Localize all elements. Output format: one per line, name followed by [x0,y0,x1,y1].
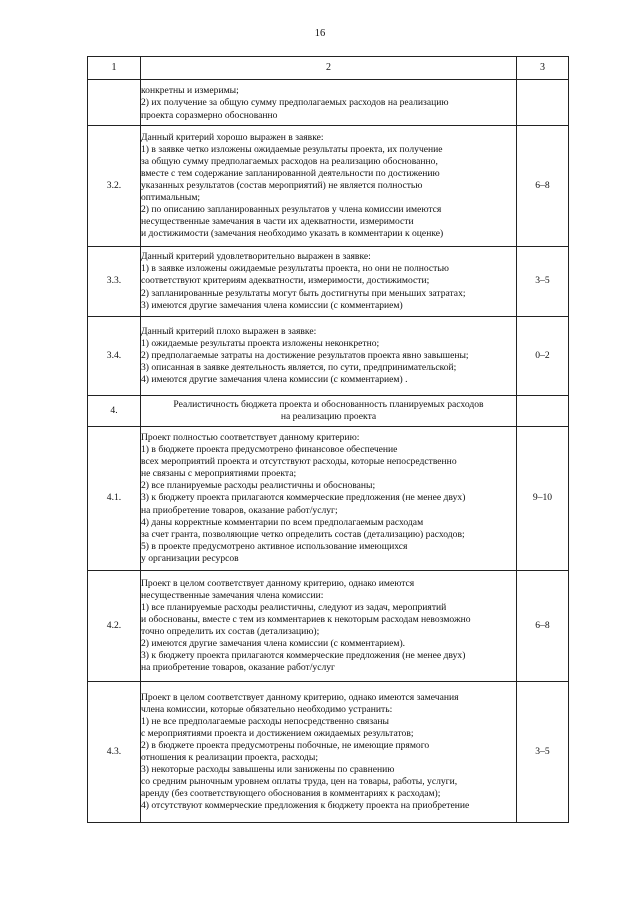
text-line: вместе с тем содержание запланированной деятельности по достижению [141,167,440,179]
score-range [517,396,569,427]
text-line: 3) описанная в заявке деятельность является, по сути, предпринимательской; [141,362,457,374]
text-line: отношения к реализации проекта, расходы; [141,752,318,763]
text-line: на приобретение товаров, оказание работ/услуг [141,662,335,674]
criterion-description [141,682,517,823]
table-header-row [88,57,569,80]
column-header: 2 [141,57,517,80]
criterion-number: 4.1. [88,427,141,571]
text-line: за общую сумму предполагаемых расходов на реализацию обоснованно, [141,155,438,167]
column-header: 1 [88,57,141,80]
criterion-description [141,80,517,126]
text-line: Проект в целом соответствует данному критерию, однако имеются замечания [141,691,459,703]
text-line: 1) в бюджете проекта предусмотрено финансовое обеспечение [141,444,398,456]
criterion-number: 3.3. [88,247,141,317]
text-line: точно определить их состав (детализацию); [141,626,320,637]
page-number: 16 [314,28,326,39]
text-line: на реализацию проекта [280,411,377,422]
score-range: 6–8 [517,571,569,682]
text-line: Проект полностью соответствует данному критерию: [141,431,360,443]
criterion-description [141,571,517,682]
text-line: у организации ресурсов [141,552,239,564]
text-line: 5) в проекте предусмотрено активное использование имеющихся [141,540,408,552]
text-line: и обоснованы, вместе с тем из комментариев к некоторым расходам невозможно [141,613,471,625]
text-line: Проект в целом соответствует данному критерию, однако имеются [141,577,415,589]
text-line: с мероприятиями проекта и достижением ожидаемых результатов; [141,727,414,739]
text-line: 3) некоторые расходы завышены или занижены по сравнению [141,764,395,776]
text-line: 1) не все предполагаемые расходы непосредственно связаны [141,715,389,727]
text-line: 3) к бюджету проекта прилагаются коммерческие предложения (не менее двух) [141,650,466,662]
text-line: 4) имеются другие замечания члена комиссии (с комментарием) . [141,374,408,386]
text-line: аренду (без соответствующего обоснования в комментариях к расходам); [141,788,441,800]
criterion-number: 4.3. [88,682,141,823]
text-line: 2) имеются другие замечания члена комиссии (с комментарием). [141,638,406,650]
text-line: 3) к бюджету проекта прилагаются коммерческие предложения (не менее двух) [141,492,466,504]
table-row [88,682,569,823]
text-line: 2) в бюджете проекта предусмотрены побочные, не имеющие прямого [141,739,430,751]
text-line: 1) ожидаемые результаты проекта изложены неконкретно; [141,337,380,349]
score-range: 6–8 [517,126,569,247]
text-line: Данный критерий удовлетворительно выражен в заявке: [141,251,371,263]
text-line: со средним рыночным уровнем оплаты труда, цен на товары, работы, услуги, [141,776,458,788]
text-line: указанных результатов (состав мероприятий) не является полностью [141,179,423,191]
text-line: оптимальным; [141,192,201,204]
criterion-number: 4. [88,396,141,427]
text-line: члена комиссии, которые обязательно необходимо устранить: [141,703,393,715]
table-row [88,317,569,396]
score-range: 3–5 [517,247,569,317]
text-line: конкретны и измеримы; [141,85,239,97]
text-line: проекта соразмерно обоснованно [141,109,278,121]
text-line: 4) даны корректные комментарии по всем предполагаемым расходам [141,516,424,528]
score-range [517,80,569,126]
score-range: 0–2 [517,317,569,396]
criterion-number: 3.2. [88,126,141,247]
text-line: несущественные замечания в части их адекватности, измеримости [141,216,414,228]
text-line: 1) в заявке изложены ожидаемые результаты проекта, но они не полностью [141,263,449,275]
text-line: всех мероприятий проекта и отсутствуют расходы, которые непосредственно [141,456,457,468]
text-line: 4) отсутствуют коммерческие предложения к бюджету проекта на приобретение [141,800,470,812]
text-line: и достижимости (замечания необходимо указать в комментарии к оценке) [141,228,444,240]
section-row [88,396,569,427]
table-row [88,80,569,126]
text-line: 3) имеются другие замечания члена комиссии (с комментарием) [141,299,403,311]
section-title [141,396,517,427]
text-line: 2) все планируемые расходы реалистичны и обоснованы; [141,480,376,492]
text-line: Данный критерий плохо выражен в заявке: [141,325,317,337]
text-line: 2) по описанию запланированных результатов у члена комиссии имеются [141,204,442,216]
criterion-description [141,126,517,247]
criterion-description [141,247,517,317]
text-line: 2) запланированные результаты могут быть достигнуты при меньших затратах; [141,287,466,299]
text-line: 2) предполагаемые затраты на достижение результатов проекта явно завышены; [141,349,469,361]
table-row [88,247,569,317]
text-line: 1) все планируемые расходы реалистичны, следуют из задач, мероприятий [141,601,447,613]
text-line: на приобретение товаров, оказание работ/услуг; [141,504,338,516]
criterion-description [141,317,517,396]
text-line: за счет гранта, позволяющие четко определить состав (детализацию) расходов; [141,528,465,540]
table-row [88,126,569,247]
text-line: 1) в заявке четко изложены ожидаемые результаты проекта, их получение [141,143,443,155]
text-line: соответствуют критериям адекватности, измеримости, достижимости; [141,275,430,287]
criterion-number: 4.2. [88,571,141,682]
criterion-description [141,427,517,571]
score-range: 9–10 [517,427,569,571]
table-row [88,571,569,682]
text-line: не связаны с мероприятиями проекта; [141,468,297,480]
text-line: несущественные замечания члена комиссии: [141,589,324,601]
criteria-table [87,56,569,823]
score-range: 3–5 [517,682,569,823]
column-header: 3 [517,57,569,80]
criterion-number: 3.4. [88,317,141,396]
text-line: Данный критерий хорошо выражен в заявке: [141,131,324,143]
text-line: Реалистичность бюджета проекта и обоснованность планируемых расходов [173,398,484,410]
table-row [88,427,569,571]
text-line: 2) их получение за общую сумму предполагаемых расходов на реализацию [141,97,449,109]
criterion-number [88,80,141,126]
